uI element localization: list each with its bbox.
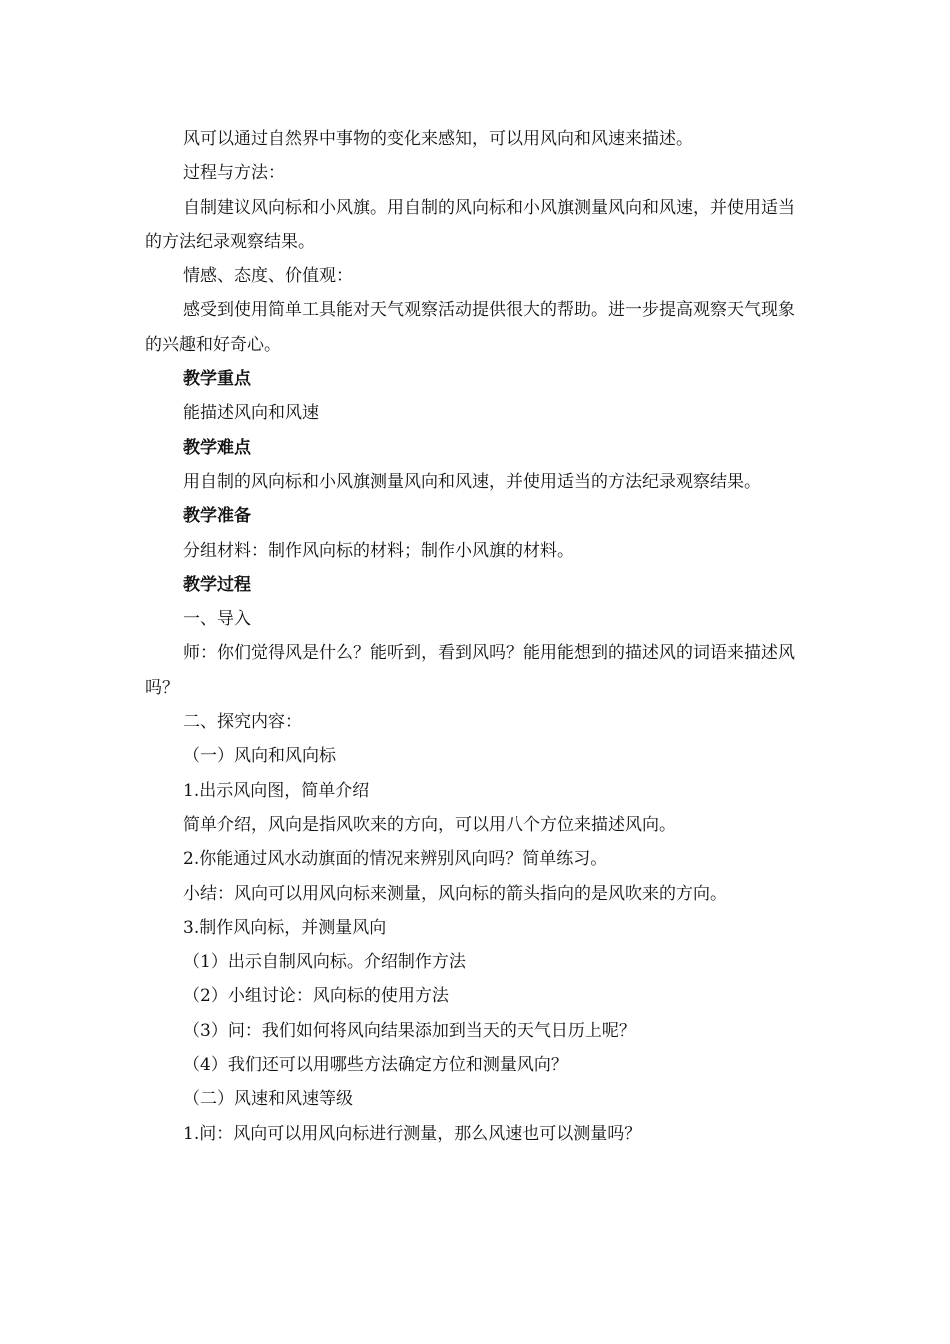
paragraph: 一、导入 [183, 609, 251, 630]
paragraph: （2）小组讨论：风向标的使用方法 [183, 986, 449, 1007]
section-heading: 教学难点 [183, 437, 251, 458]
paragraph: （二）风速和风速等级 [183, 1089, 353, 1110]
paragraph: 师：你们觉得风是什么？能听到，看到风吗？能用能想到的描述风的词语来描述风吗？ [145, 643, 795, 698]
paragraph: 3.制作风向标，并测量风向 [183, 917, 387, 938]
paragraph: 风可以通过自然界中事物的变化来感知，可以用风向和风速来描述。 [183, 129, 693, 149]
paragraph: 1.出示风向图，简单介绍 [183, 780, 370, 801]
paragraph: 情感、态度、价值观： [183, 266, 353, 287]
paragraph: 1.问：风向可以用风向标进行测量，那么风速也可以测量吗？ [183, 1123, 642, 1144]
paragraph: 能描述风向和风速 [183, 403, 319, 424]
paragraph: 分组材料：制作风向标的材料；制作小风旗的材料。 [183, 540, 574, 561]
section-heading: 教学准备 [183, 506, 251, 527]
paragraph: 自制建议风向标和小风旗。用自制的风向标和小风旗测量风向和风速，并使用适当的方法纪录观察结果。 [145, 197, 795, 252]
paragraph: （4）我们还可以用哪些方法确定方位和测量风向？ [183, 1055, 568, 1076]
paragraph: （1）出示自制风向标。介绍制作方法 [183, 952, 466, 973]
paragraph: 二、探究内容： [183, 712, 302, 733]
document-body [145, 122, 807, 1151]
paragraph: 小结：风向可以用风向标来测量，风向标的箭头指向的是风吹来的方向。 [183, 883, 727, 904]
paragraph: 简单介绍，风向是指风吹来的方向，可以用八个方位来描述风向。 [183, 814, 676, 835]
section-heading: 教学过程 [183, 574, 251, 595]
paragraph: （3）问：我们如何将风向结果添加到当天的天气日历上呢？ [183, 1020, 636, 1041]
paragraph: （一）风向和风向标 [183, 746, 336, 767]
paragraph: 过程与方法： [183, 163, 285, 184]
section-heading: 教学重点 [183, 369, 251, 390]
paragraph: 用自制的风向标和小风旗测量风向和风速，并使用适当的方法纪录观察结果。 [183, 471, 761, 492]
paragraph: 2.你能通过风水动旗面的情况来辨别风向吗？简单练习。 [183, 849, 608, 870]
paragraph: 感受到使用简单工具能对天气观察活动提供很大的帮助。进一步提高观察天气现象的兴趣和好奇心。 [145, 300, 795, 355]
